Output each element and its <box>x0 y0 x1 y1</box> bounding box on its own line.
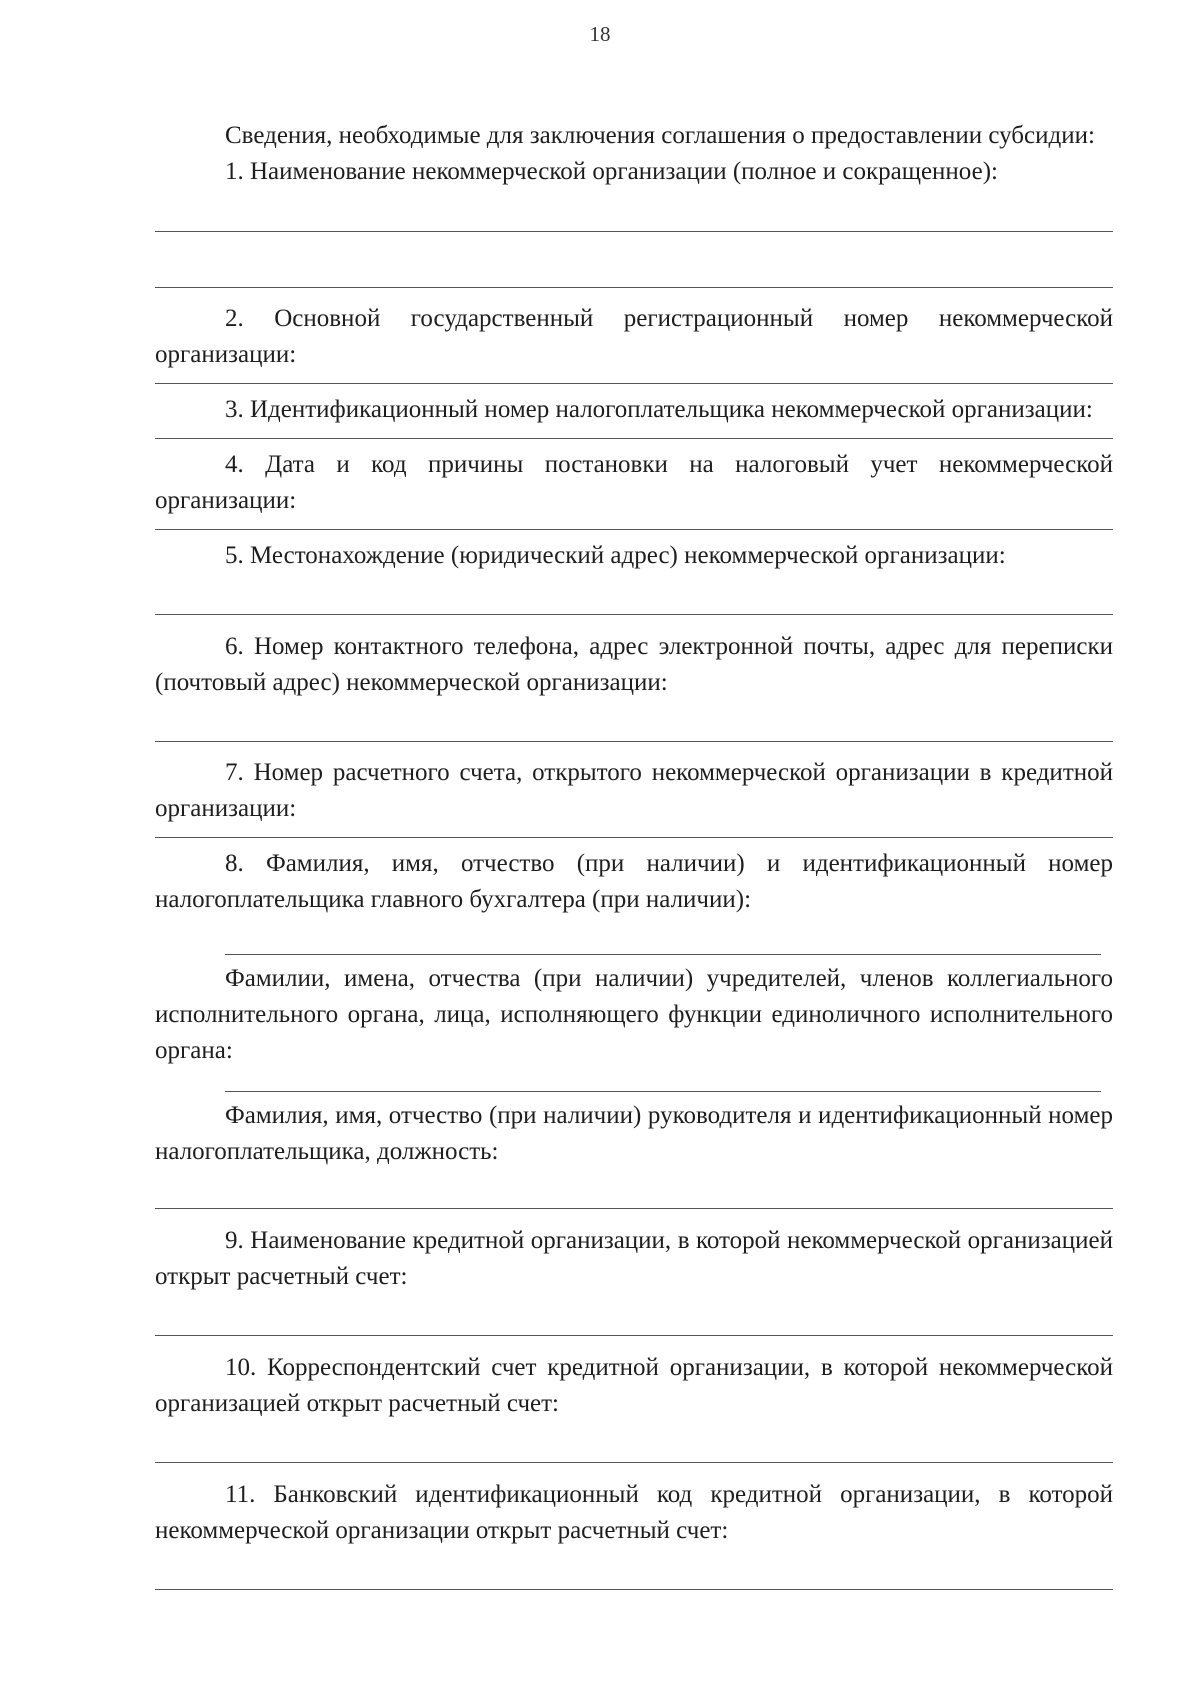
item-1-text: 1. Наименование некоммерческой организации (полное и сокращенное): <box>225 158 998 185</box>
fill-line-3 <box>155 438 1113 439</box>
fill-line-10 <box>155 1462 1113 1463</box>
director-text: Фамилия, имя, отчество (при наличии) руководителя и идентификационный номер налогоплательщика, должность: <box>155 1102 1113 1165</box>
founders-text: Фамилии, имена, отчества (при наличии) учредителей, членов коллегиального исполнительного органа, лица, исполняющего функции единоличного исполнительного органа: <box>155 965 1113 1064</box>
item-3-text: 3. Идентификационный номер налогоплательщика некоммерческой организации: <box>225 396 1093 423</box>
item-8 <box>155 846 1113 918</box>
fill-line-7 <box>155 837 1113 838</box>
item-5 <box>155 538 1113 574</box>
form-content <box>155 118 1113 1590</box>
fill-line-9 <box>155 1335 1113 1336</box>
item-8-text: 8. Фамилия, имя, отчество (при наличии) и идентификационный номер налогоплательщика главного бухгалтера (при наличии): <box>155 850 1113 913</box>
intro-paragraph <box>155 118 1113 154</box>
fill-line-4 <box>155 529 1113 530</box>
fill-line-1b <box>155 287 1113 288</box>
fill-line-6 <box>155 741 1113 742</box>
item-4 <box>155 447 1113 519</box>
fill-line-2 <box>155 383 1113 384</box>
fill-line-11 <box>155 1589 1113 1590</box>
director-paragraph <box>155 1098 1113 1170</box>
item-5-text: 5. Местонахождение (юридический адрес) некоммерческой организации: <box>225 542 1006 569</box>
item-7-text: 7. Номер расчетного счета, открытого некоммерческой организации в кредитной организации: <box>155 759 1113 822</box>
item-10-text: 10. Корреспондентский счет кредитной организации, в которой некоммерческой организацией открыт расчетный счет: <box>155 1354 1113 1417</box>
item-9-text: 9. Наименование кредитной организации, в которой некоммерческой организацией открыт расчетный счет: <box>155 1227 1113 1290</box>
item-11 <box>155 1477 1113 1549</box>
item-10 <box>155 1350 1113 1422</box>
item-6 <box>155 629 1113 701</box>
item-1 <box>155 154 1113 190</box>
item-7 <box>155 755 1113 827</box>
fill-line-director <box>155 1208 1113 1209</box>
intro-text: Сведения, необходимые для заключения соглашения о предоставлении субсидии: <box>225 122 1095 149</box>
item-2-text: 2. Основной государственный регистрационный номер некоммерческой организации: <box>155 305 1113 368</box>
fill-line-8 <box>225 954 1101 955</box>
item-9 <box>155 1223 1113 1295</box>
fill-line-1a <box>155 231 1113 232</box>
fill-line-founders <box>225 1091 1101 1092</box>
item-3 <box>155 392 1113 428</box>
page-number: 18 <box>589 22 611 46</box>
item-11-text: 11. Банковский идентификационный код кредитной организации, в которой некоммерческой организации открыт расчетный счет: <box>155 1481 1113 1544</box>
founders-paragraph <box>155 961 1113 1069</box>
item-4-text: 4. Дата и код причины постановки на налоговый учет некоммерческой организации: <box>155 451 1113 514</box>
fill-line-5 <box>155 614 1113 615</box>
item-2 <box>155 301 1113 373</box>
item-6-text: 6. Номер контактного телефона, адрес электронной почты, адрес для переписки (почтовый адрес) некоммерческой организации: <box>155 633 1113 696</box>
